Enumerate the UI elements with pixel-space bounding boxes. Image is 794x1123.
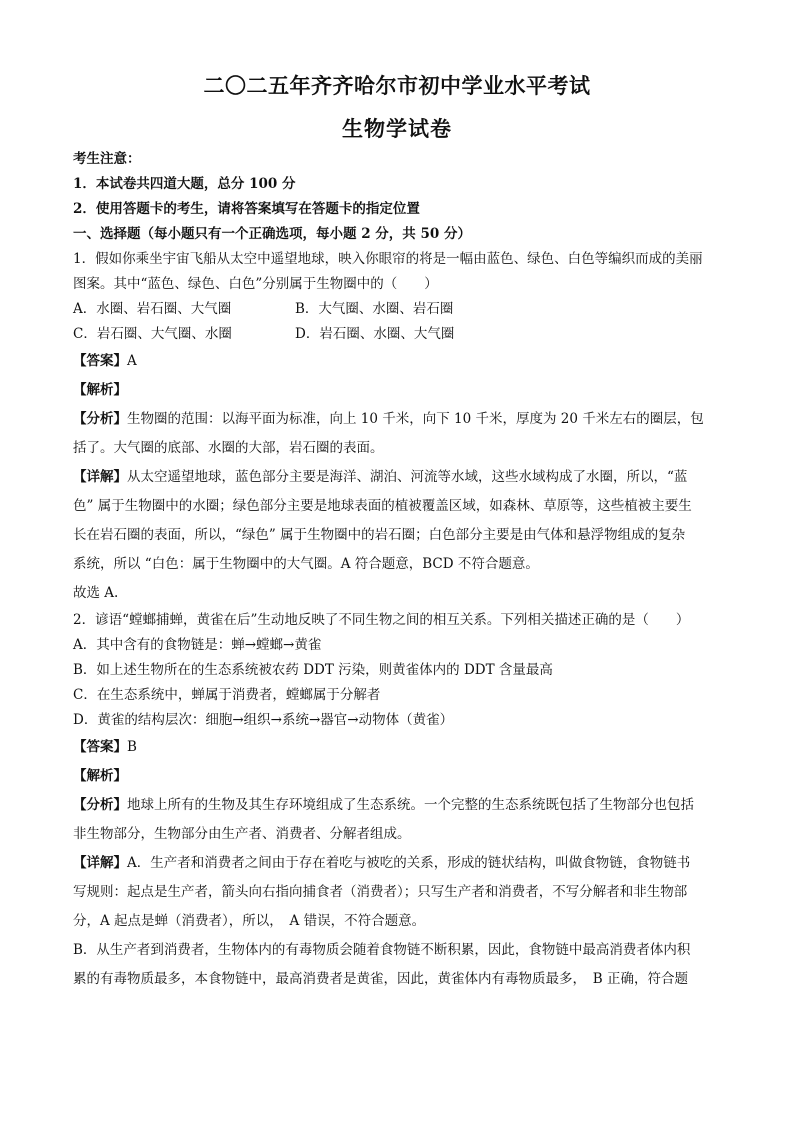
exam-title: 二〇二五年齐齐哈尔市初中学业水平考试 [203, 73, 591, 98]
q2-option-b: B．如上述生物所在的生态系统被农药 DDT 污染，则黄雀体内的 DDT 含量最高 [73, 662, 553, 678]
q2-xiangjie-line-2: 写规则：起点是生产者，箭头向右指向捕食者（消费者）；只写生产者和消费者，不写分解者和非生物部 [73, 884, 688, 900]
q2-jiexi-tag: 【解析】 [73, 768, 127, 784]
q1-stem-line-2: 图案。其中“蓝色、绿色、白色”分别属于生物圈中的（ ） [73, 276, 438, 292]
q2-answer [73, 733, 721, 762]
q1-jiexi-tag: 【解析】 [73, 382, 127, 398]
q1-option-b: B．大气圈、水圈、岩石圈 [295, 301, 454, 317]
q1-answer [73, 347, 721, 376]
q1-conclusion: 故选 A. [73, 585, 119, 601]
q2-xiangjie-tag: 【详解】 [73, 855, 127, 871]
q1-answer-tag: 【答案】 [73, 353, 127, 369]
q1-option-d: D．岩石圈、水圈、大气圈 [295, 326, 455, 342]
notice-item-1: 1．本试卷共四道大题，总分 100 分 [73, 176, 296, 192]
q1-xiangjie-line-4: 系统，所以 “白色：属于生物圈中的大气圈。A 符合题意，BCD 不符合题意。 [73, 556, 539, 572]
q2-xiangjie-line-3: 分，A 起点是蝉（消费者），所以， A 错误，不符合题意。 [73, 913, 426, 929]
q2-fenxi-line-2: 非生物部分，生物部分由生产者、消费者、分解者组成。 [73, 826, 411, 842]
notice-heading: 考生注意： [73, 151, 141, 167]
q1-xiangjie-line-3: 长在岩石圈的表面，所以，“绿色” 属于生物圈中的岩石圈；白色部分主要是由气体和悬浮物组成的复杂 [73, 527, 686, 543]
q2-option-a: A．其中含有的食物链是：蝉→螳螂→黄雀 [73, 637, 322, 653]
q2-option-d: D．黄雀的结构层次：细胞→组织→系统→器官→动物体（黄雀） [73, 712, 454, 728]
q1-xiangjie-tag: 【详解】 [73, 469, 127, 485]
q1-xiangjie-line-2: 色” 属于生物圈中的水圈；绿色部分主要是地球表面的植被覆盖区域，如森林、草原等，这些植被主要生 [73, 498, 692, 514]
q1-option-a: A．水圈、岩石圈、大气圈 [73, 301, 232, 317]
q1-fenxi-text-1: 生物圈的范围：以海平面为标准，向上 10 千米，向下 10 千米，厚度为 20 千米左右的圈层，包 [127, 411, 704, 427]
q2-xiangjie-line-1 [73, 849, 721, 878]
notice-item-2: 2．使用答题卡的考生，请将答案填写在答题卡的指定位置 [73, 201, 420, 217]
q2-answer-tag: 【答案】 [73, 739, 127, 755]
q1-answer-value: A [127, 353, 137, 369]
q2-fenxi-line-1 [73, 791, 721, 820]
q2-xiangjie-text-1: A．生产者和消费者之间由于存在着吃与被吃的关系，形成的链状结构，叫做食物链，食物链书 [127, 855, 691, 871]
q1-xiangjie-text-1: 从太空遥望地球，蓝色部分主要是海洋、湖泊、河流等水域，这些水域构成了水圈，所以，“蓝 [127, 469, 688, 485]
q1-fenxi-line-2: 括了。大气圈的底部、水圈的大部，岩石圈的表面。 [73, 440, 384, 456]
q1-options-row-2 [73, 322, 721, 347]
q1-stem-line-1: 1．假如你乘坐宇宙飞船从太空中遥望地球，映入你眼帘的将是一幅由蓝色、绿色、白色等编织而成的美丽 [73, 251, 703, 267]
exam-subtitle: 生物学试卷 [342, 116, 452, 141]
q2-answer-value: B [127, 739, 137, 755]
q2-stem: 2．谚语“螳螂捕蝉，黄雀在后”生动地反映了不同生物之间的相互关系。下列相关描述正确的是（ ） [73, 612, 690, 628]
q1-fenxi-tag: 【分析】 [73, 411, 127, 427]
q2-b-line-2: 累的有毒物质最多，本食物链中，最高消费者是黄雀，因此，黄雀体内有毒物质最多， B 正确，符合题 [73, 971, 688, 987]
q1-options-row-1 [73, 297, 721, 322]
section-heading: 一、选择题（每小题只有一个正确选项，每小题 2 分，共 50 分） [73, 226, 471, 242]
q2-b-line-1: B．从生产者到消费者，生物体内的有毒物质会随着食物链不断积累，因此，食物链中最高消费者体内积 [73, 942, 691, 958]
q1-fenxi-line-1 [73, 405, 721, 434]
q1-xiangjie-line-1 [73, 463, 721, 492]
q2-fenxi-text-1: 地球上所有的生物及其生存环境组成了生态系统。一个完整的生态系统既包括了生物部分也包括 [127, 797, 694, 813]
q2-fenxi-tag: 【分析】 [73, 797, 127, 813]
q1-option-c: C．岩石圈、大气圈、水圈 [73, 326, 232, 342]
q2-option-c: C．在生态系统中，蝉属于消费者，螳螂属于分解者 [73, 687, 381, 703]
exam-body [73, 147, 721, 994]
